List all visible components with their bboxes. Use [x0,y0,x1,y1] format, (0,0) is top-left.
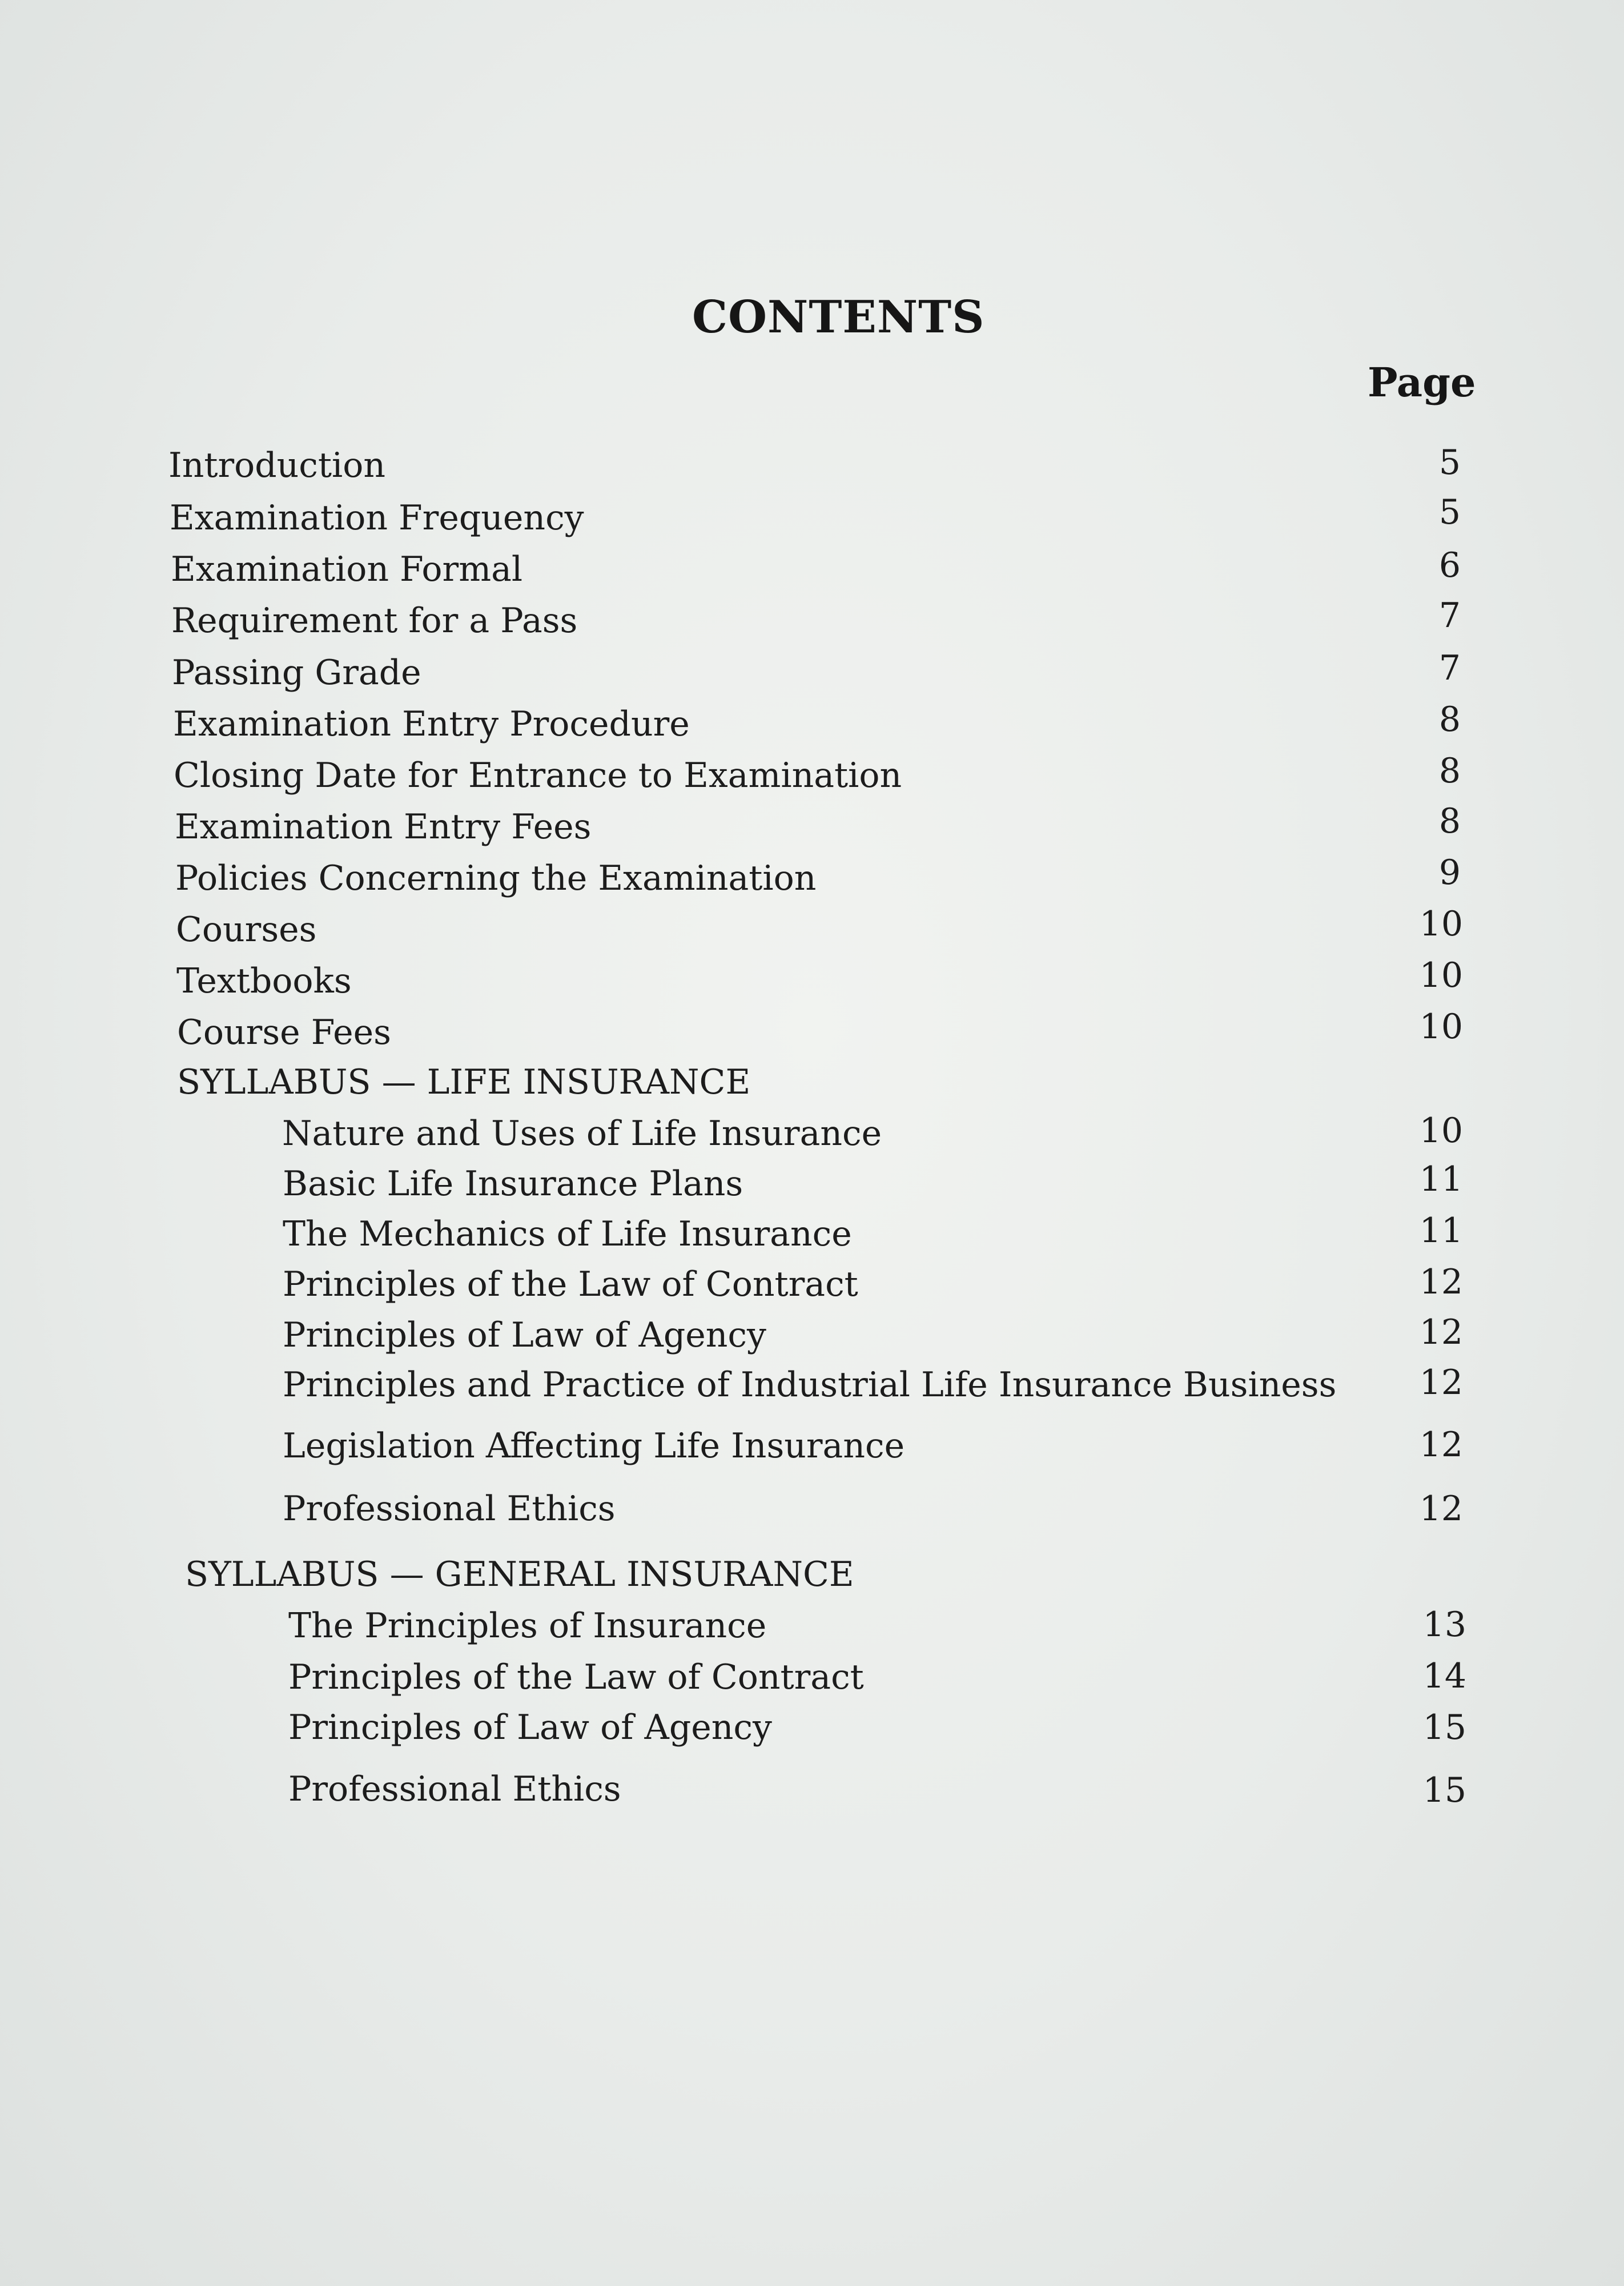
toc-entry-page: 9 [1438,853,1461,893]
toc-entry-label: Examination Frequency [170,498,584,538]
toc-subentry-page: 11 [1419,1211,1463,1251]
toc-entry-page: 8 [1438,700,1461,740]
toc-subentry-page: 10 [1419,1111,1463,1151]
toc-subentry-label: The Mechanics of Life Insurance [283,1214,852,1254]
toc-subentry-label: Legislation Affecting Life Insurance [283,1426,905,1466]
toc-entry-page: 10 [1419,904,1463,944]
toc-entry-page: 10 [1419,955,1463,995]
page-title: CONTENTS [692,291,985,343]
toc-subentry-page: 12 [1419,1262,1463,1302]
toc-subentry-page: 11 [1419,1159,1463,1199]
section-heading-general-insurance: SYLLABUS — GENERAL INSURANCE [185,1554,854,1594]
toc-entry-page: 7 [1438,596,1461,636]
toc-subentry-page: 12 [1419,1363,1463,1403]
toc-subentry-label: Principles of the Law of Contract [283,1264,858,1304]
section-heading-life-insurance: SYLLABUS — LIFE INSURANCE [177,1062,751,1102]
toc-entry-label: Textbooks [176,961,352,1001]
toc-subentry-label: Nature and Uses of Life Insurance [282,1114,882,1154]
toc-subentry-page: 12 [1419,1425,1463,1465]
toc-subentry-label: Professional Ethics [288,1769,621,1809]
toc-entry-label: Introduction [168,445,385,485]
toc-entry-page: 8 [1438,801,1461,841]
toc-subentry-page: 15 [1422,1770,1466,1810]
toc-entry-label: Examination Entry Procedure [173,704,690,744]
toc-entry-label: Closing Date for Entrance to Examination [174,756,902,796]
toc-subentry-label: Basic Life Insurance Plans [283,1164,743,1204]
toc-entry-label: Examination Entry Fees [175,807,592,847]
toc-subentry-page: 12 [1419,1489,1463,1529]
toc-subentry-page: 14 [1422,1656,1466,1696]
toc-subentry-label: Principles of Law of Agency [283,1315,766,1355]
toc-entry-page: 5 [1438,492,1461,532]
toc-entry-page: 10 [1419,1007,1463,1047]
toc-subentry-label: The Principles of Insurance [288,1606,767,1646]
toc-entry-page: 6 [1438,545,1461,585]
toc-subentry-label: Principles and Practice of Industrial Life Insurance Business [283,1365,1337,1405]
toc-subentry-page: 13 [1422,1605,1466,1645]
toc-entry-label: Courses [176,910,317,950]
toc-entry-page: 7 [1438,648,1461,688]
toc-subentry-label: Principles of the Law of Contract [288,1657,864,1697]
toc-entry-label: Policies Concerning the Examination [175,858,817,898]
toc-entry-label: Course Fees [177,1013,391,1052]
page-column-header: Page [1368,359,1476,406]
toc-subentry-label: Professional Ethics [283,1489,616,1529]
toc-subentry-page: 12 [1419,1312,1463,1352]
toc-entry-label: Requirement for a Pass [171,601,578,641]
toc-entry-label: Passing Grade [172,653,421,693]
toc-entry-label: Examination Formal [171,549,523,589]
toc-subentry-label: Principles of Law of Agency [288,1708,772,1747]
toc-entry-page: 5 [1438,443,1461,483]
toc-entry-page: 8 [1438,751,1461,791]
toc-subentry-page: 15 [1422,1708,1466,1747]
